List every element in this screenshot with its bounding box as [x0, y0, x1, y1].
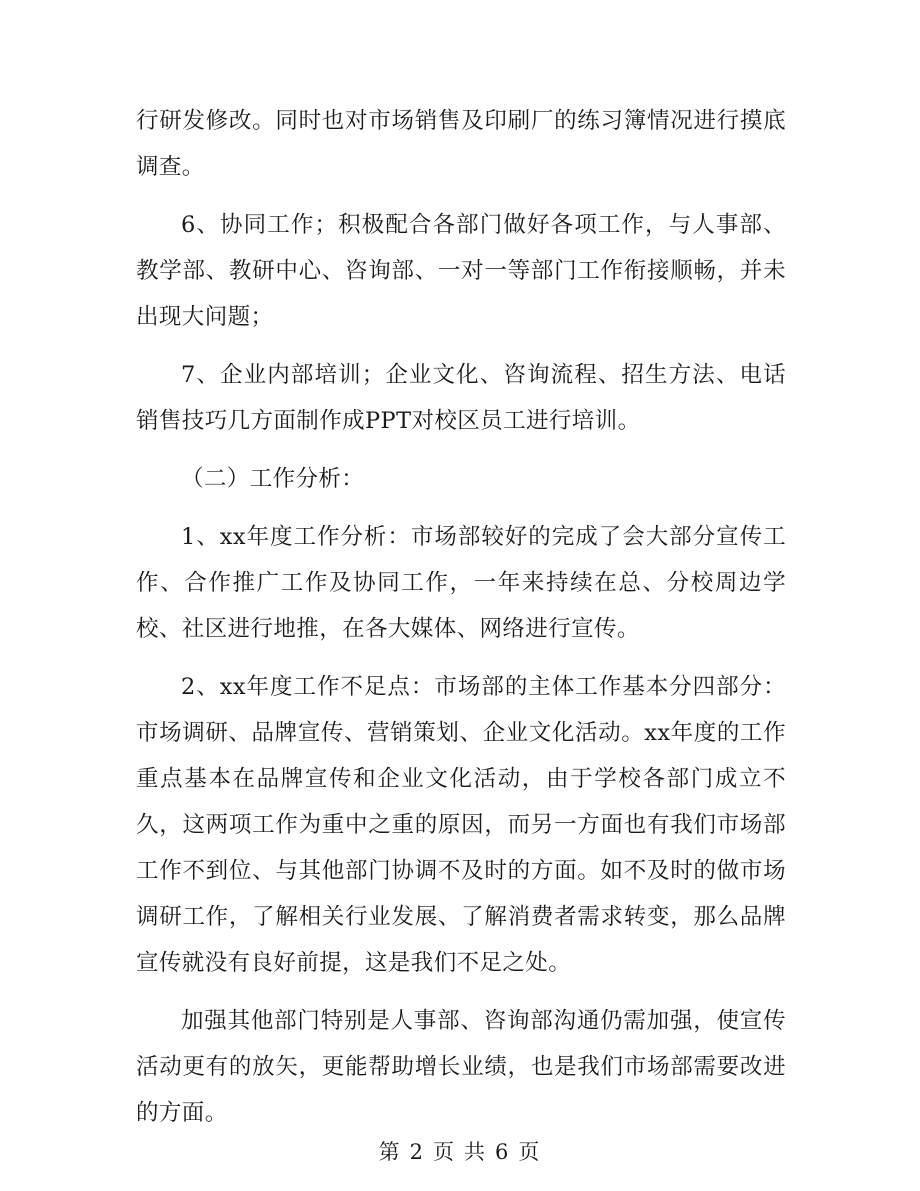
footer-prefix: 第: [378, 1140, 402, 1164]
page-footer: [0, 1136, 920, 1166]
paragraph-gap: [136, 986, 786, 998]
paragraph-gap: [136, 190, 786, 202]
footer-total-pages: 6: [495, 1140, 511, 1164]
paragraph-analysis-2: 2、xx年度工作不足点：市场部的主体工作基本分四部分：市场调研、品牌宣传、营销策划、企业文化活动。xx年度的工作重点基本在品牌宣传和企业文化活动，由于学校各部门成立不久，这两项工作为重中之重的原因，而另一方面也有我们市场部工作不到位、与其他部门协调不及时的方面。如不及时的做市场调研工作，了解相关行业发展、了解消费者需求转变，那么品牌宣传就没有良好前提，这是我们不足之处。: [136, 674, 786, 976]
footer-total-suffix: 页: [518, 1140, 542, 1164]
paragraph-gap: [136, 340, 786, 352]
section-heading-work-analysis: （二）工作分析：: [181, 466, 365, 492]
footer-page-word: 页: [433, 1140, 456, 1164]
paragraph-analysis-3: 加强其他部门特别是人事部、咨询部沟通仍需加强，使宣传活动更有的放矢，更能帮助增长业绩，也是我们市场部需要改进的方面。: [136, 1008, 786, 1126]
paragraph-gap: [136, 502, 786, 514]
document-body: [136, 98, 786, 1136]
paragraph-item-6: 6、协同工作；积极配合各部门做好各项工作，与人事部、教学部、教研中心、咨询部、一对一等部门工作衔接顺畅，并未出现大问题；: [136, 212, 786, 330]
paragraph-analysis-1: 1、xx年度工作分析：市场部较好的完成了会大部分宣传工作、合作推广工作及协同工作，一年来持续在总、分校周边学校、社区进行地推，在各大媒体、网络进行宣传。: [136, 524, 786, 642]
paragraph-gap: [136, 652, 786, 664]
paragraph-item-7: 7、企业内部培训；企业文化、咨询流程、招生方法、电话销售技巧几方面制作成PPT对校区员工进行培训。: [136, 362, 786, 434]
paragraph-continued: 行研发修改。同时也对市场销售及印刷厂的练习簿情况进行摸底调查。: [136, 108, 786, 180]
paragraph-gap: [136, 444, 786, 456]
footer-current-page: 2: [409, 1140, 425, 1164]
footer-total-prefix: 共: [464, 1140, 487, 1164]
